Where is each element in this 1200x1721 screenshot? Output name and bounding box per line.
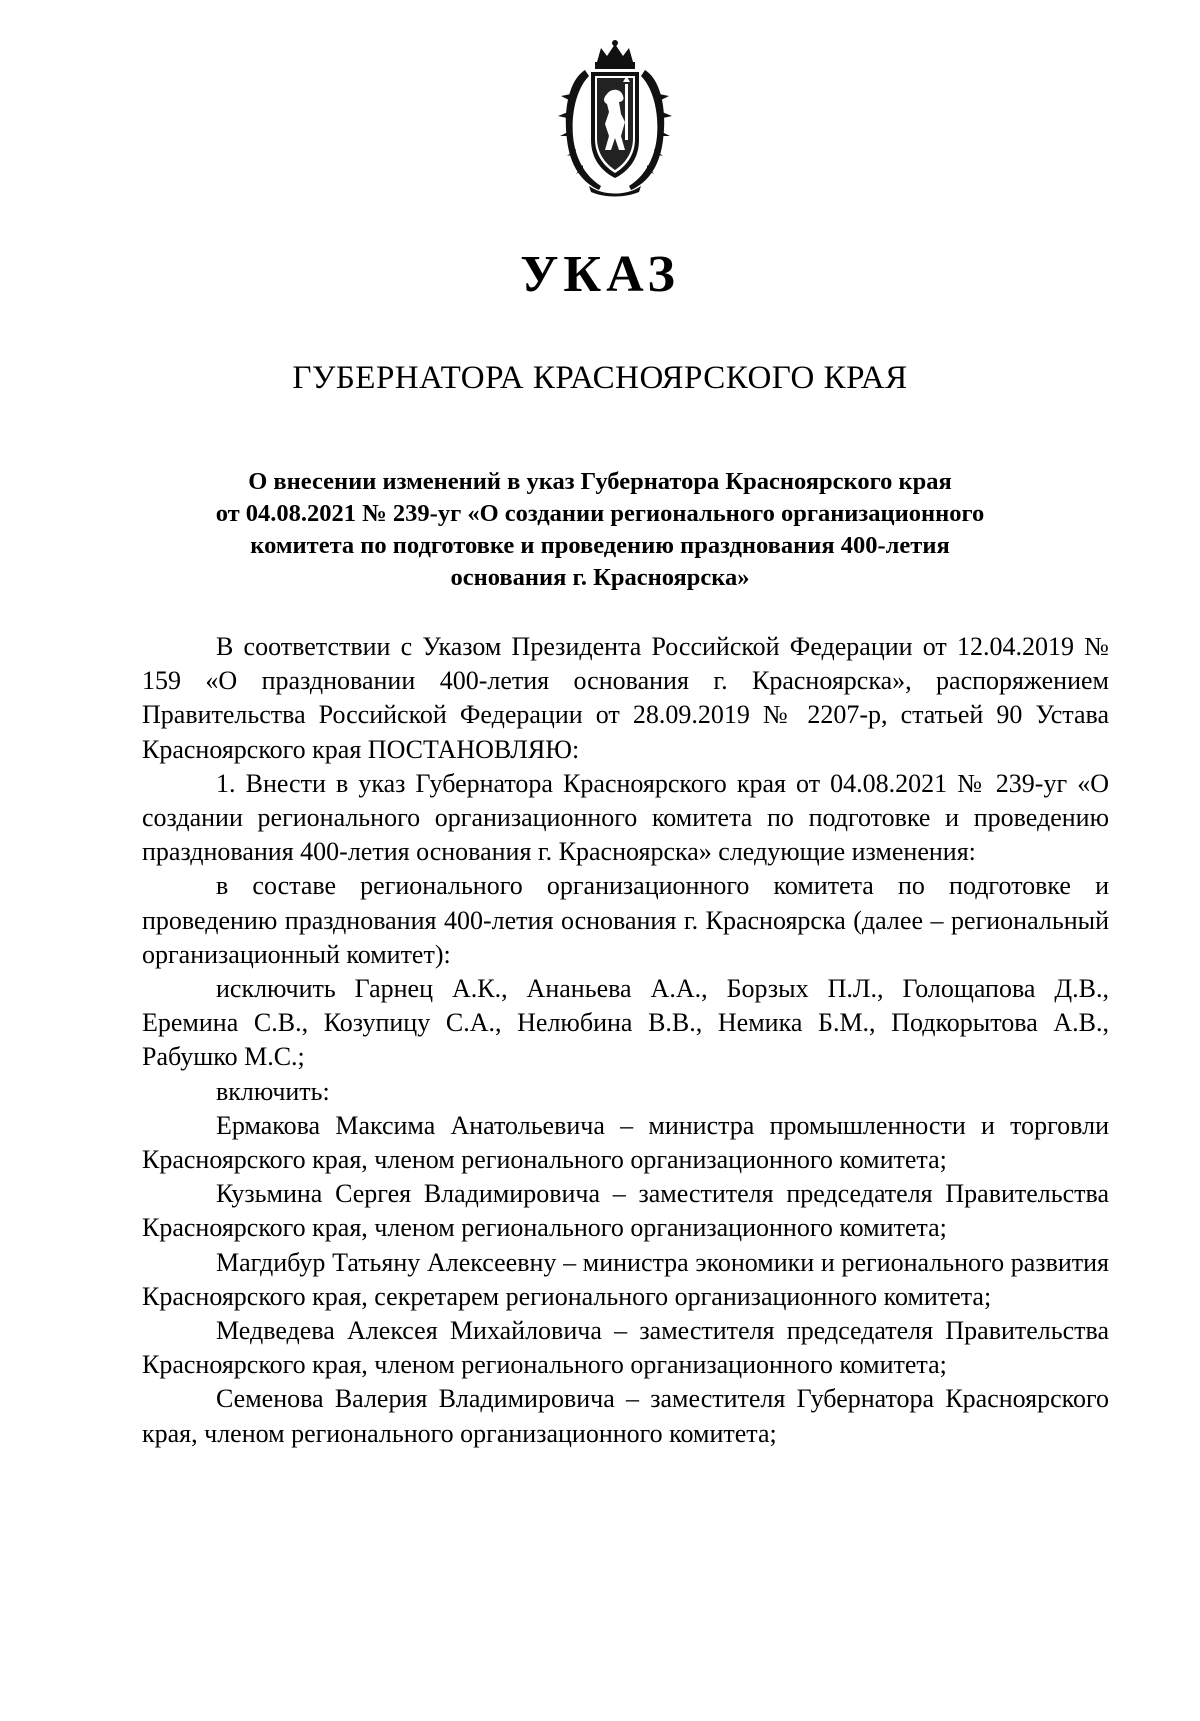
include-heading: включить: (216, 1076, 330, 1106)
member-paragraph: Ермакова Максима Анатольевича – министра промышленности и торговли Красноярского края, членом регионального организационного комитета; (142, 1110, 1109, 1175)
exclude-paragraph: исключить Гарнец А.К., Ананьева А.А., Борзых П.Л., Голощапова Д.В., Еремина С.В., Козупицу С.А., Нелюбина В.В., Немика Б.М., Подкорытова А.В., Рабушко М.С.; (142, 974, 1109, 1072)
member-paragraph: Магдибур Татьяну Алексеевну – министра экономики и регионального развития Красноярского края, секретарем регионального организационного комитета; (142, 1247, 1109, 1311)
decree-title-line: О внесении изменений в указ Губернатора Красноярского края (248, 468, 952, 495)
decree-body (142, 630, 1109, 1451)
decree-title (150, 466, 1050, 594)
decree-title-line: основания г. Красноярска» (450, 564, 750, 591)
preamble-paragraph: В соответствии с Указом Президента Российской Федерации от 12.04.2019 № 159 «О праздновании 400-летия основания г. Красноярска», распоряжением Правительства Российской Федерации от 28.09.2019 № 2207-р, статьей 90 Устава Красноярского края ПОСТАНОВЛЯЮ: (142, 632, 1109, 764)
decree-title-line: комитета по подготовке и проведению празднования 400-летия (250, 532, 950, 559)
composition-paragraph: в составе регионального организационного комитета по подготовке и проведению празднования 400-летия основания г. Красноярска (далее – региональный организационный комитет): (142, 871, 1109, 969)
decree-title-line: от 04.08.2021 № 239-уг «О создании регионального организационного (215, 500, 985, 527)
member-paragraph: Семенова Валерия Владимировича – заместителя Губернатора Красноярского края, членом регионального организационного комитета; (142, 1384, 1109, 1448)
clause-1-paragraph: 1. Внести в указ Губернатора Красноярского края от 04.08.2021 № 239-уг «О создании регионального организационного комитета по подготовке и проведению празднования 400-летия основания г. Красноярска» следующие изменения: (142, 768, 1109, 867)
issuer-heading: ГУБЕРНАТОРА КРАСНОЯРСКОГО КРАЯ (292, 360, 908, 396)
member-paragraph: Медведева Алексея Михайловича – заместителя председателя Правительства Красноярского края, членом регионального организационного комитета; (142, 1316, 1109, 1380)
document-type-heading: УКАЗ (520, 246, 680, 303)
coat-of-arms-icon (555, 40, 675, 198)
member-paragraph: Кузьмина Сергея Владимировича – заместителя председателя Правительства Красноярского края, членом регионального организационного комитета; (142, 1179, 1109, 1243)
